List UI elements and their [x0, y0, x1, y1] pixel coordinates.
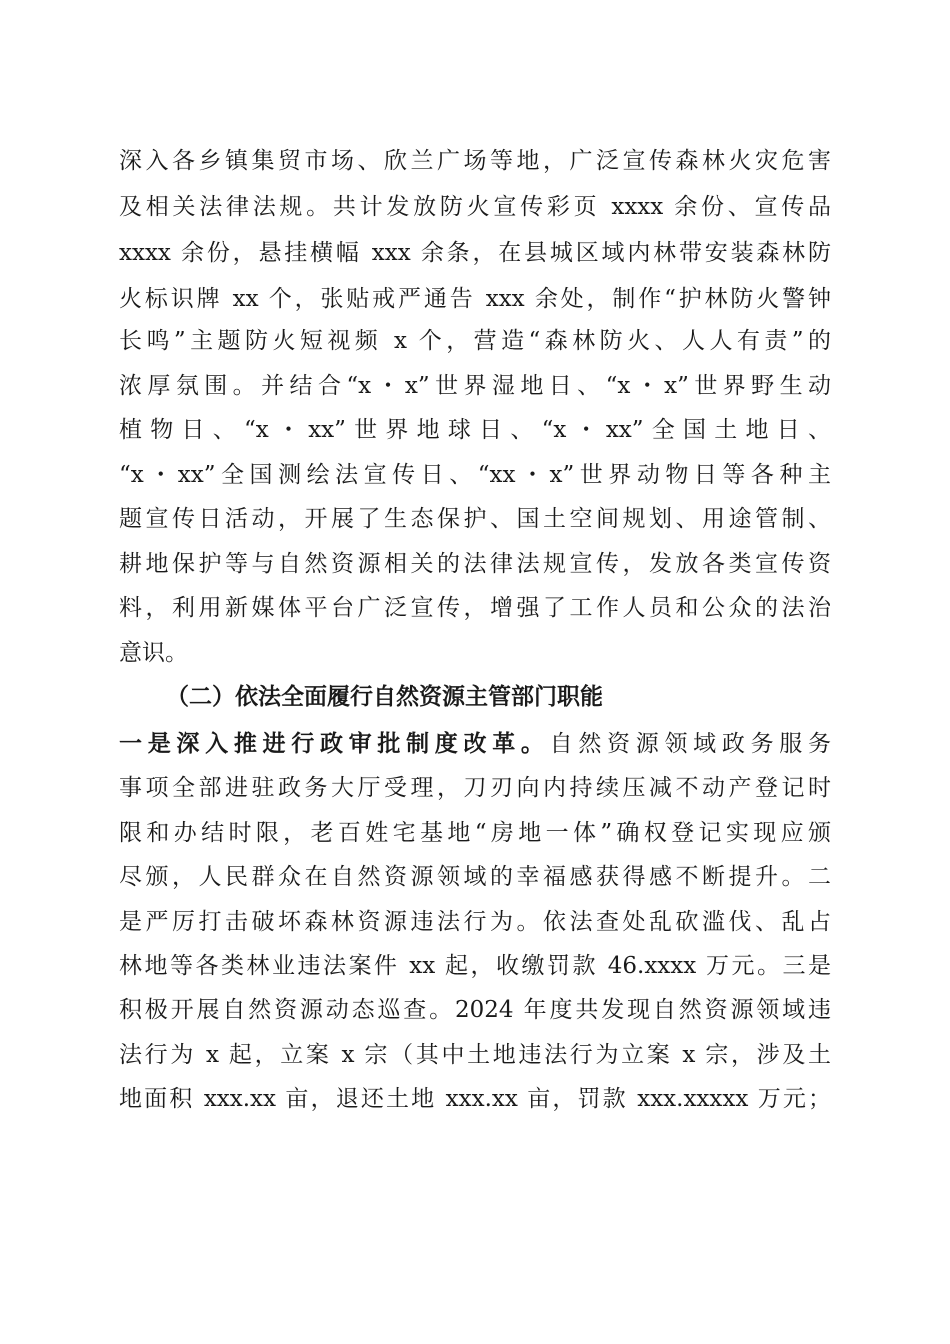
text-line: 尽颁，人民群众在自然资源领域的幸福感获得感不断提升。二: [119, 864, 831, 890]
lead-sentence: 一是深入推进行政审批制度改革。: [119, 730, 550, 757]
text-line: 深入各乡镇集贸市场、欣兰广场等地，广泛宣传森林火灾危害: [119, 148, 831, 174]
text-line: 积极开展自然资源动态巡查。2024 年度共发现自然资源领域违: [119, 997, 831, 1023]
text-line: “x・xx”全国测绘法宣传日、“xx・x”世界动物日等各种主: [119, 462, 831, 488]
text-line: 浓厚氛围。并结合“x・x”世界湿地日、“x・x”世界野生动: [119, 373, 831, 399]
text-line: 限和办结时限，老百姓宅基地“房地一体”确权登记实现应颁: [119, 820, 831, 846]
text-line: 长鸣”主题防火短视频 x 个，营造“森林防火、人人有责”的: [119, 328, 831, 354]
text-line: 是严厉打击破坏森林资源违法行为。依法查处乱砍滥伐、乱占: [119, 909, 831, 935]
text-line: 事项全部进驻政务大厅受理，刀刃向内持续压减不动产登记时: [119, 775, 831, 801]
text-line: 耕地保护等与自然资源相关的法律法规宣传，发放各类宣传资: [119, 551, 831, 577]
text-line: 地面积 xxx.xx 亩，退还土地 xxx.xx 亩，罚款 xxx.xxxxx 万元；: [119, 1086, 831, 1112]
text-fragment: 自然资源领域政务服务: [549, 731, 832, 757]
text-line: xxxx 余份，悬挂横幅 xxx 余条，在县城区域内林带安装森林防: [119, 240, 831, 266]
text-line: 及相关法律法规。共计发放防火宣传彩页 xxxx 余份、宣传品: [119, 194, 831, 220]
text-line: 林地等各类林业违法案件 xx 起，收缴罚款 46.xxxx 万元。三是: [119, 953, 831, 979]
text-line: 法行为 x 起，立案 x 宗（其中土地违法行为立案 x 宗，涉及土: [119, 1042, 831, 1068]
section-heading: （二）依法全面履行自然资源主管部门职能: [166, 683, 603, 710]
text-line: [119, 729, 831, 759]
text-line: 火标识牌 xx 个，张贴戒严通告 xxx 余处，制作“护林防火警钟: [119, 286, 831, 312]
text-line: 题宣传日活动，开展了生态保护、国土空间规划、用途管制、: [119, 506, 831, 532]
text-line: 意识。: [119, 640, 188, 666]
text-line: 植物日、“x・xx”世界地球日、“x・xx”全国土地日、: [119, 417, 831, 443]
text-line: 料，利用新媒体平台广泛宣传，增强了工作人员和公众的法治: [119, 595, 831, 621]
